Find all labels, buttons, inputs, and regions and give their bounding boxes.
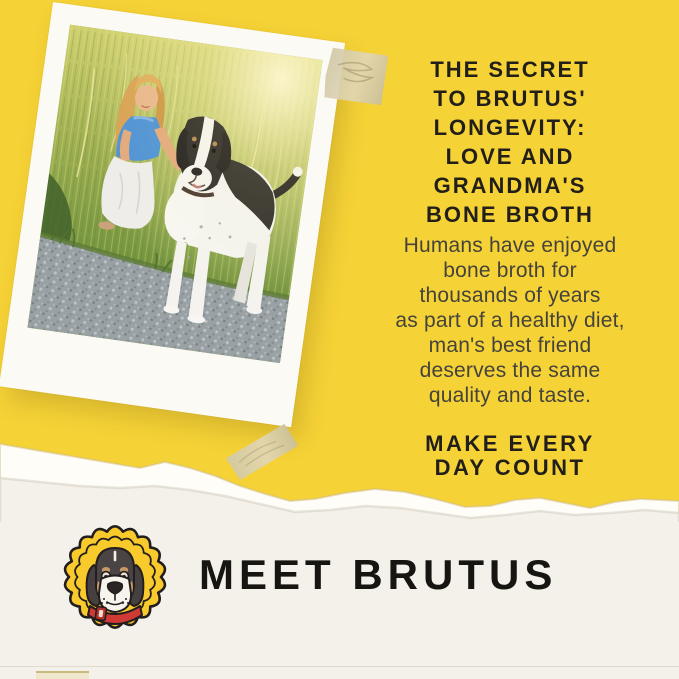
dog-badge-icon [57, 519, 173, 635]
tagline-line: MAKE EVERY [425, 431, 595, 456]
body-line: bone broth for [443, 259, 577, 282]
headline-line: LONGEVITY: [433, 115, 587, 140]
headline-line: THE SECRET [430, 57, 590, 82]
photo-woman-with-dog [27, 25, 322, 364]
body-line: deserves the same [419, 359, 601, 382]
body-copy [352, 233, 668, 408]
photo-illustration [27, 25, 322, 364]
section-divider [0, 666, 679, 667]
headline-line: LOVE AND [445, 144, 575, 169]
headline [352, 55, 668, 229]
body-line: Humans have enjoyed [403, 234, 617, 257]
headline-line: TO BRUTUS' [433, 86, 587, 111]
headline-line: GRANDMA'S [433, 173, 587, 198]
body-line: as part of a healthy diet, [395, 309, 625, 332]
body-line: quality and taste. [428, 384, 592, 407]
headline-line: BONE BROTH [426, 202, 594, 227]
next-section-peek [36, 671, 89, 679]
body-line: thousands of years [419, 284, 601, 307]
body-line: man's best friend [428, 334, 592, 357]
tagline-line: DAY COUNT [434, 455, 586, 480]
footer-title: MEET BRUTUS [199, 551, 558, 598]
polaroid-photo [0, 2, 345, 427]
torn-paper-edge [0, 430, 679, 525]
